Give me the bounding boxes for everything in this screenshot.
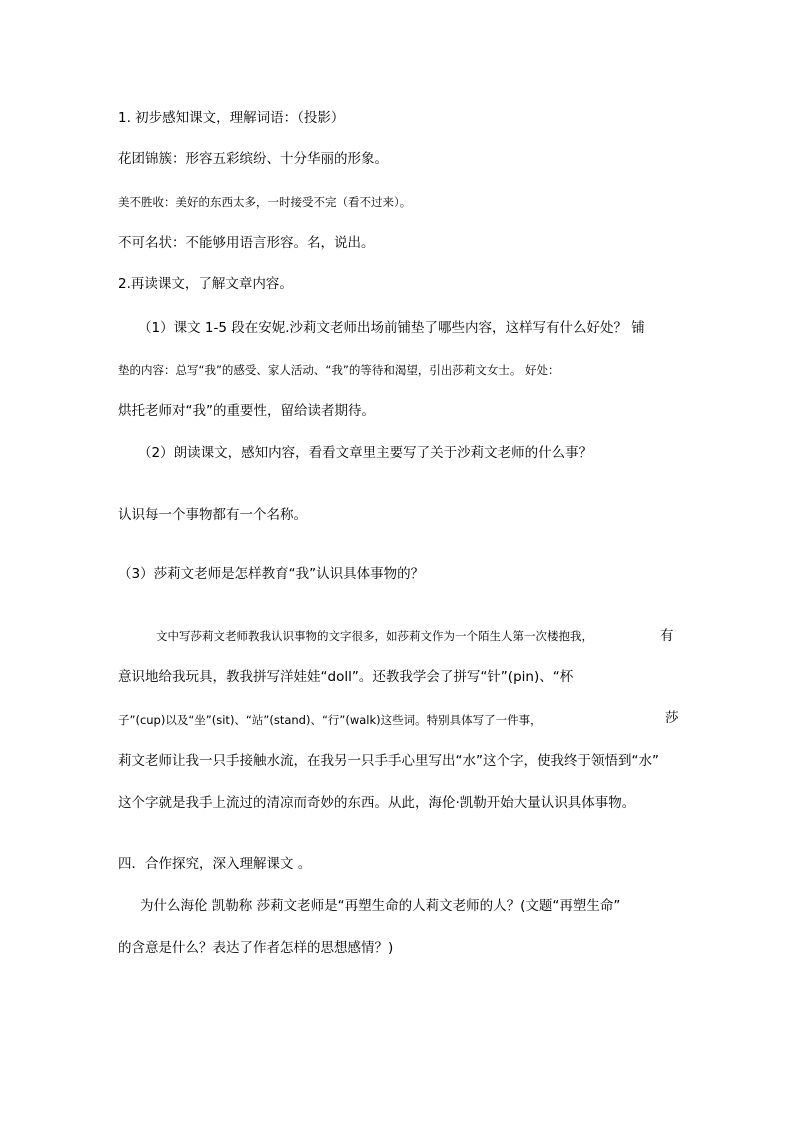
section-heading-4: 四．合作探究，深入理解课文 。	[118, 856, 312, 872]
discussion-question: 为什么海伦 凯勒称 莎莉文老师是“再塑生命的人莉文老师的人？(文题“再塑生命”	[140, 898, 621, 914]
answer-line: 烘托老师对“我”的重要性，留给读者期待。	[118, 403, 375, 419]
definition-line: 美不胜收：美好的东西太多，一时接受不完（看不过来）。	[118, 195, 412, 209]
section-item-2: 2.再读课文，了解文章内容。	[118, 276, 293, 292]
paragraph-line: 意识地给我玩具，教我拼写洋娃娃“doll”。还教我学会了拼写“针”(pin)、“杯	[118, 669, 574, 685]
paragraph-line: 莉文老师让我一只手接触水流，在我另一只手手心里写出“水”这个字，使我终于领悟到“水”	[118, 753, 659, 769]
section-item-1: 1. 初步感知课文，理解词语：（投影）	[118, 110, 345, 126]
paragraph-line: 文中写莎莉文老师教我认识事物的文字很多，如莎莉文作为一个陌生人第一次楼抱我，	[156, 629, 593, 643]
answer-line: 垫的内容：总写“我”的感受、家人活动、“我”的等待和渴望，引出莎莉文女士。 好处：	[118, 363, 560, 377]
question-line: （3）莎莉文老师是怎样教育“我”认识具体事物的？	[118, 566, 425, 582]
question-line: （2）朗读课文，感知内容，看看文章里主要写了关于沙莉文老师的什么事？	[138, 445, 593, 461]
answer-line: 认识每一个事物都有一个名称。	[118, 507, 307, 523]
discussion-question: 的含意是什么？表达了作者怎样的思想感情？)	[118, 940, 394, 956]
definition-line: 花团锦簇：形容五彩缤纷、十分华丽的形象。	[118, 151, 388, 167]
question-line: （1）课文 1-5 段在安妮.沙莉文老师出场前铺垫了哪些内容，这样写有什么好处？ 铺	[138, 320, 645, 336]
paragraph-line: 子”(cup)以及“坐”(sit)、“站”(stand)、“行”(walk)这些词。特别具体写了一件事，	[118, 713, 542, 727]
paragraph-line-end: 莎	[665, 710, 679, 726]
definition-line: 不可名状：不能够用语言形容。名，说出。	[118, 235, 375, 251]
paragraph-line: 这个字就是我手上流过的清凉而奇妙的东西。从此，海伦·凯勒开始大量认识具体事物。	[118, 795, 636, 811]
paragraph-line-end: 有	[660, 628, 674, 644]
